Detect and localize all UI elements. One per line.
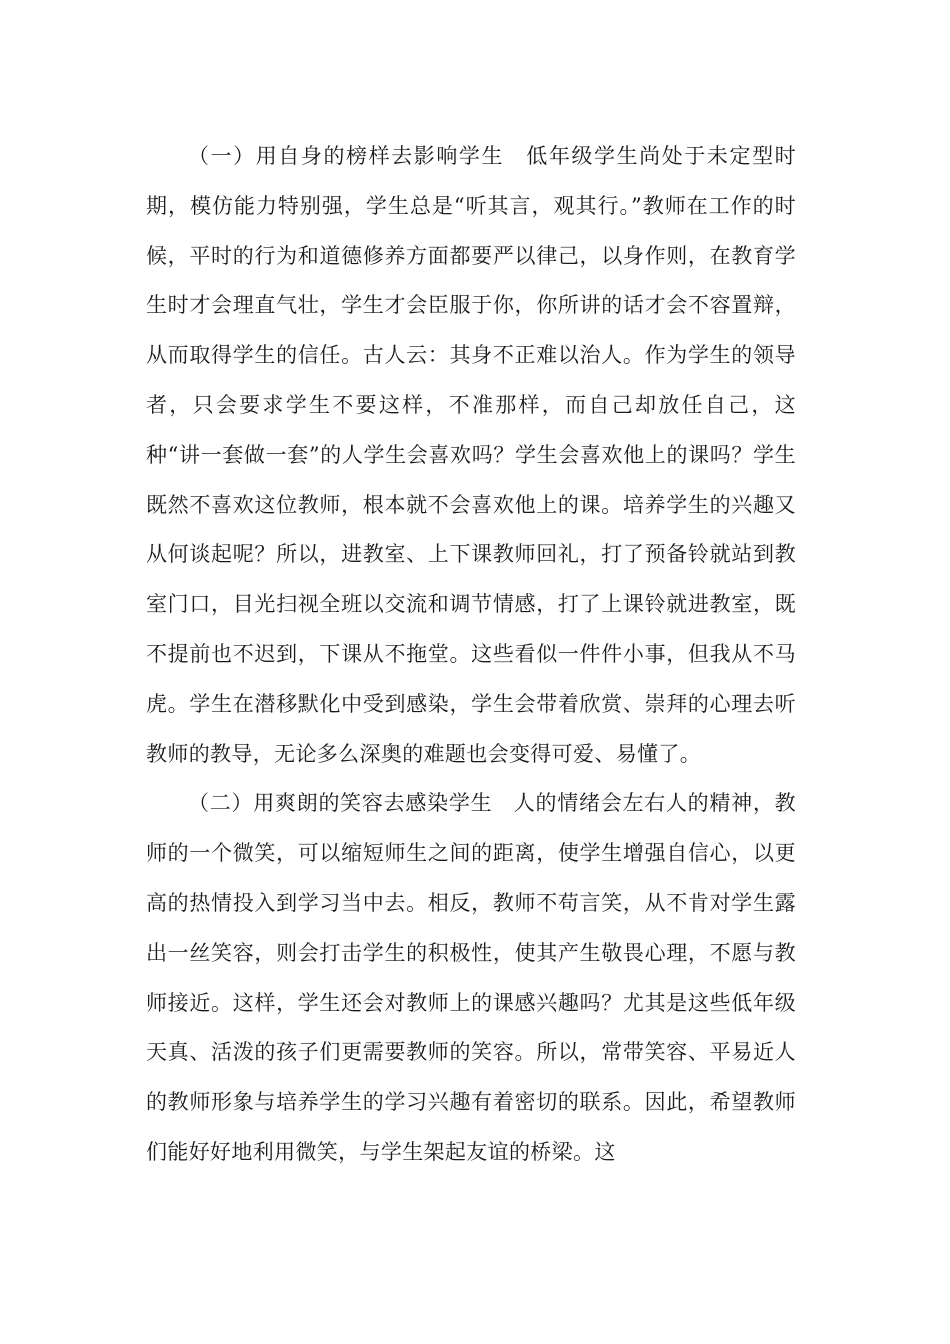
paragraph-2 xyxy=(146,779,796,1177)
document-body xyxy=(146,132,796,1178)
paragraph-1-heading: （一）用自身的榜样去影响学生 xyxy=(188,144,505,168)
paragraph-2-text: 人的情绪会左右人的精神，教师的一个微笑，可以缩短师生之间的距离，使学生增强自信心，以更高的热情投入到学习当中去。相反，教师不苟言笑，从不肯对学生露出一丝笑容，则会打击学生的积极性，使其产生敬畏心理，不愿与教师接近。这样，学生还会对教师上的课感兴趣吗？尤其是这些低年级天真、活泼的孩子们更需要教师的笑容。所以，常带笑容、平易近人的教师形象与培养学生的学习兴趣有着密切的联系。因此，希望教师们能好好地利用微笑，与学生架起友谊的桥梁。这 xyxy=(146,791,796,1164)
paragraph-1-text: 低年级学生尚处于未定型时期，模仿能力特别强，学生总是“听其言，观其行。”教师在工作的时候，平时的行为和道德修养方面都要严以律己，以身作则，在教育学生时才会理直气壮，学生才会臣服于你，你所讲的话才会不容置辩，从而取得学生的信任。古人云：其身不正难以治人。作为学生的领导者，只会要求学生不要这样，不准那样，而自己却放任自己，这种“讲一套做一套”的人学生会喜欢吗？学生会喜欢他上的课吗？学生既然不喜欢这位教师，根本就不会喜欢他上的课。培养学生的兴趣又从何谈起呢？所以，进教室、上下课教师回礼，打了预备铃就站到教室门口，目光扫视全班以交流和调节情感，打了上课铃就进教室，既不提前也不迟到，下课从不拖堂。这些看似一件件小事，但我从不马虎。学生在潜移默化中受到感染，学生会带着欣赏、崇拜的心理去听教师的教导，无论多么深奥的难题也会变得可爱、易懂了。 xyxy=(146,144,796,766)
paragraph-2-heading: （二）用爽朗的笑容去感染学生 xyxy=(188,791,493,816)
paragraph-1 xyxy=(146,132,796,779)
